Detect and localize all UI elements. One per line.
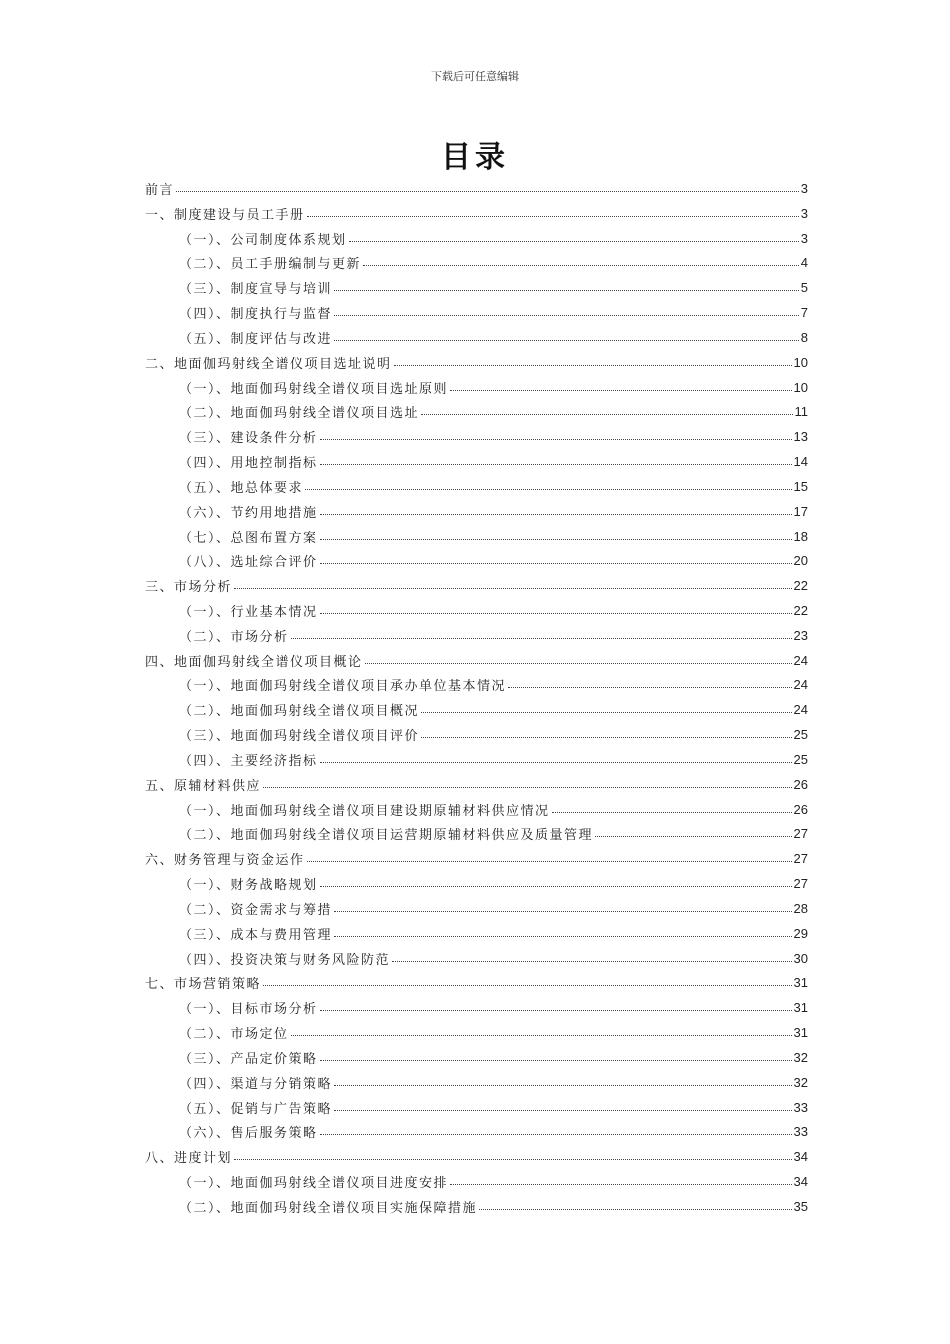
toc-entry-title: （七）、总图布置方案: [179, 530, 318, 546]
dot-leader: [392, 961, 792, 962]
toc-entry-page: 14: [793, 454, 808, 470]
toc-entry-title: （二）、地面伽玛射线全谱仪项目选址: [179, 406, 420, 422]
toc-entry-title: （二）、地面伽玛射线全谱仪项目运营期原辅材料供应及质量管理: [179, 828, 594, 844]
toc-entry[interactable]: [145, 946, 808, 971]
toc-entry-page: 29: [793, 925, 808, 941]
toc-entry-title: 七、市场营销策略: [145, 977, 262, 993]
toc-entry-title: （五）、地总体要求: [179, 480, 304, 496]
toc-entry-title: （四）、主要经济指标: [179, 753, 318, 769]
toc-entry-title: （三）、产品定价策略: [179, 1051, 318, 1067]
toc-entry[interactable]: [145, 548, 808, 573]
toc-entry-page: 27: [793, 826, 808, 842]
toc-entry[interactable]: [145, 350, 808, 375]
dot-leader: [334, 936, 792, 937]
toc-entry-page: 10: [793, 379, 808, 395]
toc-entry-title: （二）、资金需求与筹措: [179, 902, 333, 918]
toc-entry-title: （二）、市场定位: [179, 1027, 289, 1043]
toc-entry[interactable]: [145, 1020, 808, 1045]
toc-entry-title: 一、制度建设与员工手册: [145, 207, 305, 223]
toc-entry-title: （一）、地面伽玛射线全谱仪项目选址原则: [179, 381, 449, 397]
dot-leader: [450, 390, 792, 391]
dot-leader: [334, 315, 799, 316]
toc-entry[interactable]: [145, 449, 808, 474]
toc-entry[interactable]: [145, 1194, 808, 1219]
dot-leader: [508, 687, 792, 688]
toc-entry-page: 35: [793, 1198, 808, 1214]
toc-entry[interactable]: [145, 325, 808, 350]
toc-entry-page: 34: [793, 1174, 808, 1190]
dot-leader: [320, 563, 792, 564]
dot-leader: [320, 464, 792, 465]
toc-entry-page: 34: [793, 1149, 808, 1165]
toc-entry[interactable]: [145, 399, 808, 424]
toc-entry[interactable]: [145, 772, 808, 797]
toc-entry-page: 20: [793, 553, 808, 569]
toc-entry-page: 5: [800, 280, 808, 296]
toc-entry-title: （二）、地面伽玛射线全谱仪项目概况: [179, 704, 420, 720]
toc-entry-title: （二）、员工手册编制与更新: [179, 257, 362, 273]
toc-entry[interactable]: [145, 971, 808, 996]
toc-entry-page: 22: [793, 602, 808, 618]
dot-leader: [349, 241, 799, 242]
toc-entry[interactable]: [145, 921, 808, 946]
toc-entry[interactable]: [145, 524, 808, 549]
toc-entry-page: 13: [793, 429, 808, 445]
toc-entry-page: 24: [793, 652, 808, 668]
dot-leader: [450, 1184, 792, 1185]
toc-entry-page: 3: [800, 180, 808, 196]
toc-entry[interactable]: [145, 648, 808, 673]
toc-entry-page: 3: [800, 230, 808, 246]
toc-entry-title: （四）、用地控制指标: [179, 456, 318, 472]
toc-entry-page: 33: [793, 1124, 808, 1140]
toc-entry-title: 八、进度计划: [145, 1151, 233, 1167]
dot-leader: [291, 1035, 792, 1036]
dot-leader: [320, 539, 792, 540]
dot-leader: [234, 1159, 792, 1160]
toc-entry-title: （一）、目标市场分析: [179, 1002, 318, 1018]
toc-entry-title: （五）、制度评估与改进: [179, 331, 333, 347]
toc-entry[interactable]: [145, 176, 808, 201]
dot-leader: [334, 340, 799, 341]
toc-entry[interactable]: [145, 846, 808, 871]
dot-leader: [421, 414, 792, 415]
toc-entry-page: 30: [793, 950, 808, 966]
toc-entry[interactable]: [145, 1070, 808, 1095]
dot-leader: [394, 365, 792, 366]
dot-leader: [421, 712, 792, 713]
dot-leader: [291, 638, 792, 639]
dot-leader: [307, 861, 792, 862]
dot-leader: [263, 985, 792, 986]
toc-entry-title: 前言: [145, 182, 175, 198]
toc-title: 目录: [441, 140, 509, 175]
toc-entry[interactable]: [145, 499, 808, 524]
toc-entry-page: 27: [793, 851, 808, 867]
toc-entry-page: 26: [793, 776, 808, 792]
toc-entry-page: 31: [793, 1025, 808, 1041]
toc-entry[interactable]: [145, 1144, 808, 1169]
dot-leader: [552, 812, 792, 813]
toc-entry[interactable]: [145, 375, 808, 400]
toc-entry[interactable]: [145, 201, 808, 226]
toc-entry-title: （三）、制度宣导与培训: [179, 282, 333, 298]
toc-entry-title: （四）、渠道与分销策略: [179, 1076, 333, 1092]
toc-entry-page: 32: [793, 1074, 808, 1090]
toc-entry-title: （四）、制度执行与监督: [179, 307, 333, 323]
toc-entry[interactable]: [145, 1095, 808, 1120]
toc-entry-page: 28: [793, 900, 808, 916]
toc-entry[interactable]: [145, 573, 808, 598]
toc-entry-title: （三）、成本与费用管理: [179, 927, 333, 943]
dot-leader: [334, 1110, 792, 1111]
toc-entry-title: （一）、地面伽玛射线全谱仪项目承办单位基本情况: [179, 679, 507, 695]
dot-leader: [334, 290, 799, 291]
dot-leader: [320, 886, 792, 887]
toc-entry-page: 4: [800, 255, 808, 271]
toc-entry-page: 11: [794, 404, 808, 420]
toc-entry[interactable]: [145, 896, 808, 921]
header-note: 下载后可任意编辑: [431, 70, 519, 83]
toc-entry-title: （一）、地面伽玛射线全谱仪项目建设期原辅材料供应情况: [179, 803, 550, 819]
dot-leader: [320, 1060, 792, 1061]
dot-leader: [234, 588, 792, 589]
toc-entry-title: （二）、市场分析: [179, 629, 289, 645]
dot-leader: [176, 191, 799, 192]
toc-entry-page: 18: [793, 528, 808, 544]
toc-entry[interactable]: [145, 598, 808, 623]
toc-entry[interactable]: [145, 226, 808, 251]
toc-entry-title: （一）、地面伽玛射线全谱仪项目进度安排: [179, 1176, 449, 1192]
toc-entry-title: 五、原辅材料供应: [145, 778, 262, 794]
toc-entry-title: （一）、公司制度体系规划: [179, 232, 347, 248]
toc-entry[interactable]: [145, 474, 808, 499]
dot-leader: [595, 836, 792, 837]
toc-entry[interactable]: [145, 995, 808, 1020]
toc-entry-page: 8: [800, 329, 808, 345]
toc-entry-page: 7: [800, 305, 808, 321]
dot-leader: [320, 1010, 792, 1011]
toc-entry-page: 22: [793, 578, 808, 594]
toc-entry-page: 26: [793, 801, 808, 817]
toc-entry[interactable]: [145, 697, 808, 722]
toc-entry[interactable]: [145, 722, 808, 747]
toc-entry[interactable]: [145, 424, 808, 449]
toc-entry-page: 31: [793, 975, 808, 991]
toc-entry[interactable]: [145, 623, 808, 648]
dot-leader: [263, 787, 792, 788]
dot-leader: [320, 514, 792, 515]
toc-entry-page: 33: [793, 1099, 808, 1115]
dot-leader: [320, 613, 792, 614]
dot-leader: [320, 439, 792, 440]
dot-leader: [479, 1209, 792, 1210]
toc-entry[interactable]: [145, 673, 808, 698]
toc-entry-title: （八）、选址综合评价: [179, 555, 318, 571]
toc-entry[interactable]: [145, 747, 808, 772]
dot-leader: [305, 489, 792, 490]
toc-entry-title: （六）、售后服务策略: [179, 1126, 318, 1142]
toc-entry-title: （三）、地面伽玛射线全谱仪项目评价: [179, 729, 420, 745]
dot-leader: [320, 1134, 792, 1135]
dot-leader: [320, 762, 792, 763]
toc-entry-title: （一）、财务战略规划: [179, 878, 318, 894]
toc-entry[interactable]: [145, 250, 808, 275]
dot-leader: [334, 1085, 792, 1086]
toc-entry-page: 24: [793, 677, 808, 693]
toc-entry[interactable]: [145, 797, 808, 822]
toc-entry-title: （一）、行业基本情况: [179, 604, 318, 620]
toc-entry[interactable]: [145, 871, 808, 896]
toc-entry-title: （二）、地面伽玛射线全谱仪项目实施保障措施: [179, 1200, 478, 1216]
toc-entry-page: 25: [793, 751, 808, 767]
dot-leader: [307, 216, 799, 217]
toc-entry-title: 二、地面伽玛射线全谱仪项目选址说明: [145, 356, 392, 372]
toc-entry-title: （六）、节约用地措施: [179, 505, 318, 521]
toc-entry-page: 23: [793, 627, 808, 643]
toc-entry-title: （五）、促销与广告策略: [179, 1101, 333, 1117]
table-of-contents: [145, 176, 808, 1219]
toc-entry-page: 24: [793, 702, 808, 718]
toc-entry-page: 10: [793, 354, 808, 370]
toc-entry-title: 四、地面伽玛射线全谱仪项目概论: [145, 654, 363, 670]
toc-entry-page: 31: [793, 1000, 808, 1016]
toc-entry[interactable]: [145, 1045, 808, 1070]
toc-entry[interactable]: [145, 1119, 808, 1144]
toc-entry-title: （三）、建设条件分析: [179, 431, 318, 447]
toc-entry[interactable]: [145, 1169, 808, 1194]
dot-leader: [334, 911, 792, 912]
toc-entry-page: 27: [793, 876, 808, 892]
dot-leader: [363, 265, 799, 266]
toc-entry-page: 3: [800, 205, 808, 221]
dot-leader: [421, 737, 792, 738]
toc-entry[interactable]: [145, 300, 808, 325]
toc-entry-page: 15: [793, 478, 808, 494]
toc-entry[interactable]: [145, 275, 808, 300]
toc-entry-title: （四）、投资决策与财务风险防范: [179, 952, 391, 968]
dot-leader: [365, 663, 792, 664]
toc-entry-page: 17: [793, 503, 808, 519]
toc-entry[interactable]: [145, 822, 808, 847]
toc-entry-page: 32: [793, 1049, 808, 1065]
toc-entry-page: 25: [793, 727, 808, 743]
toc-entry-title: 三、市场分析: [145, 580, 233, 596]
toc-entry-title: 六、财务管理与资金运作: [145, 853, 305, 869]
